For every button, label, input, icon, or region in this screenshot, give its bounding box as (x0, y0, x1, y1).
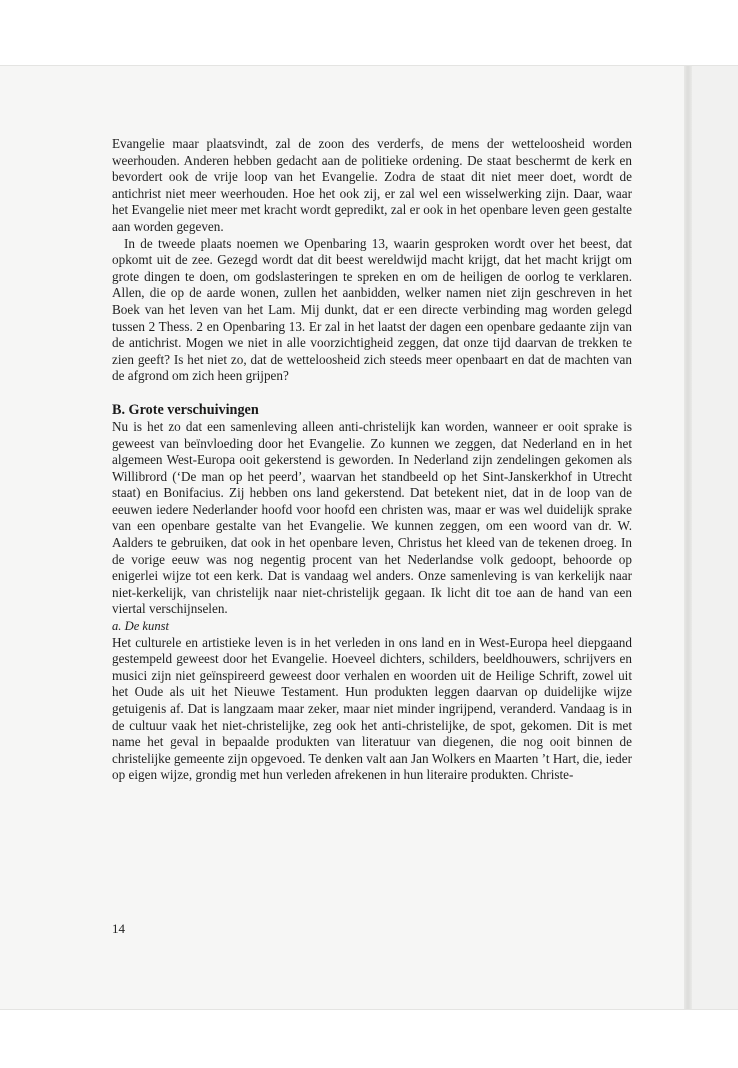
subheading-a: a. De kunst (112, 619, 170, 634)
page-edge (684, 66, 692, 1009)
paragraph-1: Evangelie maar plaatsvindt, zal de zoon des verderfs, de mens der wetteloosheid worden weerhouden. Anderen hebben gedacht aan de politieke ordening. De staat beschermt de kerk en bevordert ook de vrije loop van het Evangelie. Zodra de staat dit niet meer doet, wordt de antichrist niet meer weerhouden. Hoe het ook zij, er zal wel een wisselwerking zijn. Daar, waar het Evangelie niet meer met kracht wordt gepredikt, zal er ook in het openbare leven geen gestalte aan worden gegeven. (112, 136, 632, 234)
page-sheet (0, 65, 738, 1010)
page-edge-outer (692, 66, 738, 1009)
paragraph-3: Nu is het zo dat een samenleving alleen anti-christelijk kan worden, wanneer er ooit sprake is geweest van beïnvloeding door het Evangelie. Zo kunnen we zeggen, dat Nederland en in het algemeen West-Europa ooit gekerstend is geworden. In Nederland zijn zendelingen gekomen als Willibrord (‘De man op het peerd’, waarvan het standbeeld op het Sint-Janskerkhof in Utrecht staat) en Bonifacius. Zij hebben ons land gekerstend. Dat betekent niet, dat in de loop van de eeuwen iedere Nederlander hoofd voor hoofd een christen was, maar er was wel duidelijk sprake van een openbare gestalte van het Evangelie. We kunnen zeggen, om een woord van dr. W. Aalders te gebruiken, dat ook in het openbare leven, Christus het kleed van de tekenen droeg. In de vorige eeuw was nog negentig procent van het Nederlandse volk gedoopt, behoorde op enigerlei wijze tot een kerk. Dat is vandaag wel anders. Onze samenleving is van kerkelijk naar niet-kerkelijk, van christelijk naar niet-christelijk gegaan. Ik licht dit toe aan de hand van een viertal verschijnselen. (112, 418, 632, 617)
paragraph-4: Het culturele en artistieke leven is in het verleden in ons land en in West-Europa heel diepgaand gestempeld geweest door het Evangelie. Hoeveel dichters, schilders, beeldhouwers, schrijvers en musici zijn niet geïnspireerd geweest door verhalen en woorden uit de Heilige Schrift, zowel uit het Oude als uit het Nieuwe Testament. Hun produkten leggen daarvan op duidelijke wijze getuigenis af. Dat is langzaam maar zeker, maar niet minder ingrijpend, veranderd. Vandaag is in de cultuur vaak het niet-christelijke, zeg ook het anti-christelijke, de spot, gekomen. Dit is met name het geval in bepaalde produkten van literatuur van diegenen, die nog ooit binnen de christelijke gemeente zijn opgevoed. Te denken valt aan Jan Wolkers en Maarten ’t Hart, die, ieder op eigen wijze, grondig met hun verleden afrekenen in hun literaire produkten. Christe- (112, 634, 632, 783)
body-text (112, 136, 632, 784)
section-heading: B. Grote verschuivingen (112, 401, 259, 418)
paragraph-2: In de tweede plaats noemen we Openbaring 13, waarin gesproken wordt over het beest, dat opkomt uit de zee. Gezegd wordt dat dit beest wereldwijd macht krijgt, dat het macht krijgt om grote dingen te doen, om godslasteringen te spreken en om de heiligen de oorlog te verklaren. Allen, die op de aarde wonen, zullen het aanbidden, welker namen niet zijn geschreven in het Boek van het leven van het Lam. Mij dunkt, dat er een directe verbinding mag worden gelegd tussen 2 Thess. 2 en Openbaring 13. Er zal in het laatst der dagen een openbare gedaante zijn van de antichrist. Mogen we niet in alle voorzichtigheid zeggen, dat onze tijd daarvan de trekken te zien geeft? Is het niet zo, dat de wetteloosheid zich steeds meer openbaart en dat de machten van de afgrond om zich heen grijpen? (112, 235, 632, 384)
page-number: 14 (112, 921, 125, 936)
